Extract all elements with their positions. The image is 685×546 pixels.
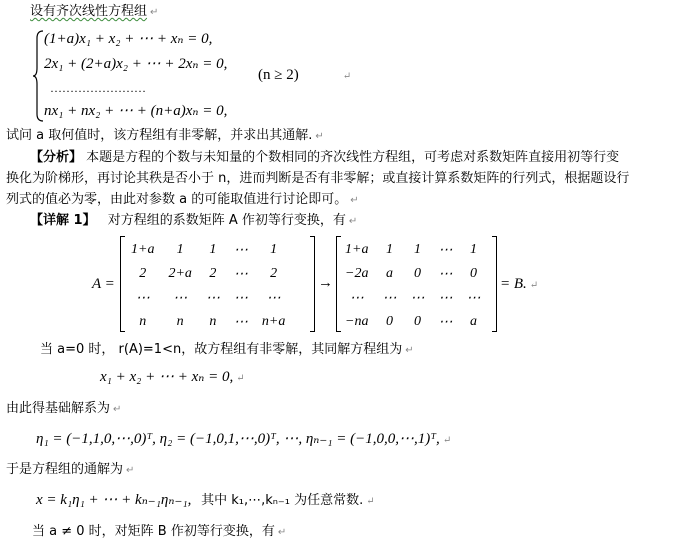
general-intro: 于是方程组的通解为 ↵ — [6, 462, 135, 477]
analysis-line-3: 列式的值必为零，由此对参数 a 的可能取值进行讨论即可。 ↵ — [6, 192, 359, 207]
matrix-a-label: A = — [92, 276, 115, 292]
analysis-line-2: 换化为阶梯形，再讨论其秩是否小于 n，进而判断是否有非零解；或直接计算系数矩阵的行列式，根据题设行 — [6, 171, 630, 186]
matrix-b-right-bracket — [492, 236, 497, 332]
detail-line: 【详解 1】 对方程组的系数矩阵 A 作初等行变换，有 ↵ — [30, 213, 358, 228]
matrix-b-label: = B. ↵ — [500, 276, 539, 292]
left-brace-icon — [32, 30, 44, 122]
matrix-a: 1+a 1 1 ⋯ 1 2 2+a 2 ⋯ 2 ⋯ ⋯ ⋯ ⋯ ⋯ n n n ⋯ n+a — [131, 242, 286, 330]
case-nonzero-text: 当 a ≠ 0 时，对矩阵 B 作初等行变换，有 ↵ — [32, 524, 287, 539]
transform-arrow: → — [318, 275, 333, 291]
system-line-dots: …………………… — [50, 81, 146, 95]
intro-text: 设有齐次线性方程组 ↵ — [30, 4, 159, 19]
system-line-n: nx₁ + nx₂ + ⋯ + (n+a)xₙ = 0, — [44, 103, 228, 119]
condition-text: (n ≥ 2) ↵ — [258, 67, 352, 83]
question-text: 试问 a 取何值时，该方程组有非零解，并求出其通解. ↵ — [6, 128, 324, 143]
analysis-line-1: 【分析】 本题是方程的个数与未知量的个数相同的齐次线性方程组，可考虑对系数矩阵直接用初等行变 — [30, 150, 620, 165]
system-line-2: 2x₁ + (2+a)x₂ + ⋯ + 2xₙ = 0, — [44, 56, 228, 72]
basis-vectors: η₁ = (−1,1,0,⋯,0)ᵀ, η₂ = (−1,0,1,⋯,0)ᵀ, ⋯, ηₙ₋₁ = (−1,0,0,⋯,1)ᵀ, ↵ — [36, 431, 452, 447]
matrix-a-right-bracket — [310, 236, 315, 332]
analysis-label: 【分析】 — [30, 150, 83, 165]
general-solution: x = k₁η₁ + ⋯ + kₙ₋₁ηₙ₋₁, 其中 k₁,⋯,kₙ₋₁ 为任意常数. ↵ — [36, 492, 375, 508]
basis-intro: 由此得基础解系为 ↵ — [6, 401, 122, 416]
case-zero-equation: x₁ + x₂ + ⋯ + xₙ = 0, ↵ — [100, 369, 245, 385]
matrix-b: 1+a 1 1 ⋯ 1 −2a a 0 ⋯ 0 ⋯ ⋯ ⋯ ⋯ ⋯ −na 0 0 ⋯ a — [345, 242, 481, 330]
case-zero-text: 当 a=0 时， r(A)=1<n，故方程组有非零解，其同解方程组为 ↵ — [40, 342, 414, 357]
system-line-1: (1+a)x₁ + x₂ + ⋯ + xₙ = 0, — [44, 31, 213, 47]
detail-label: 【详解 1】 — [30, 213, 96, 228]
